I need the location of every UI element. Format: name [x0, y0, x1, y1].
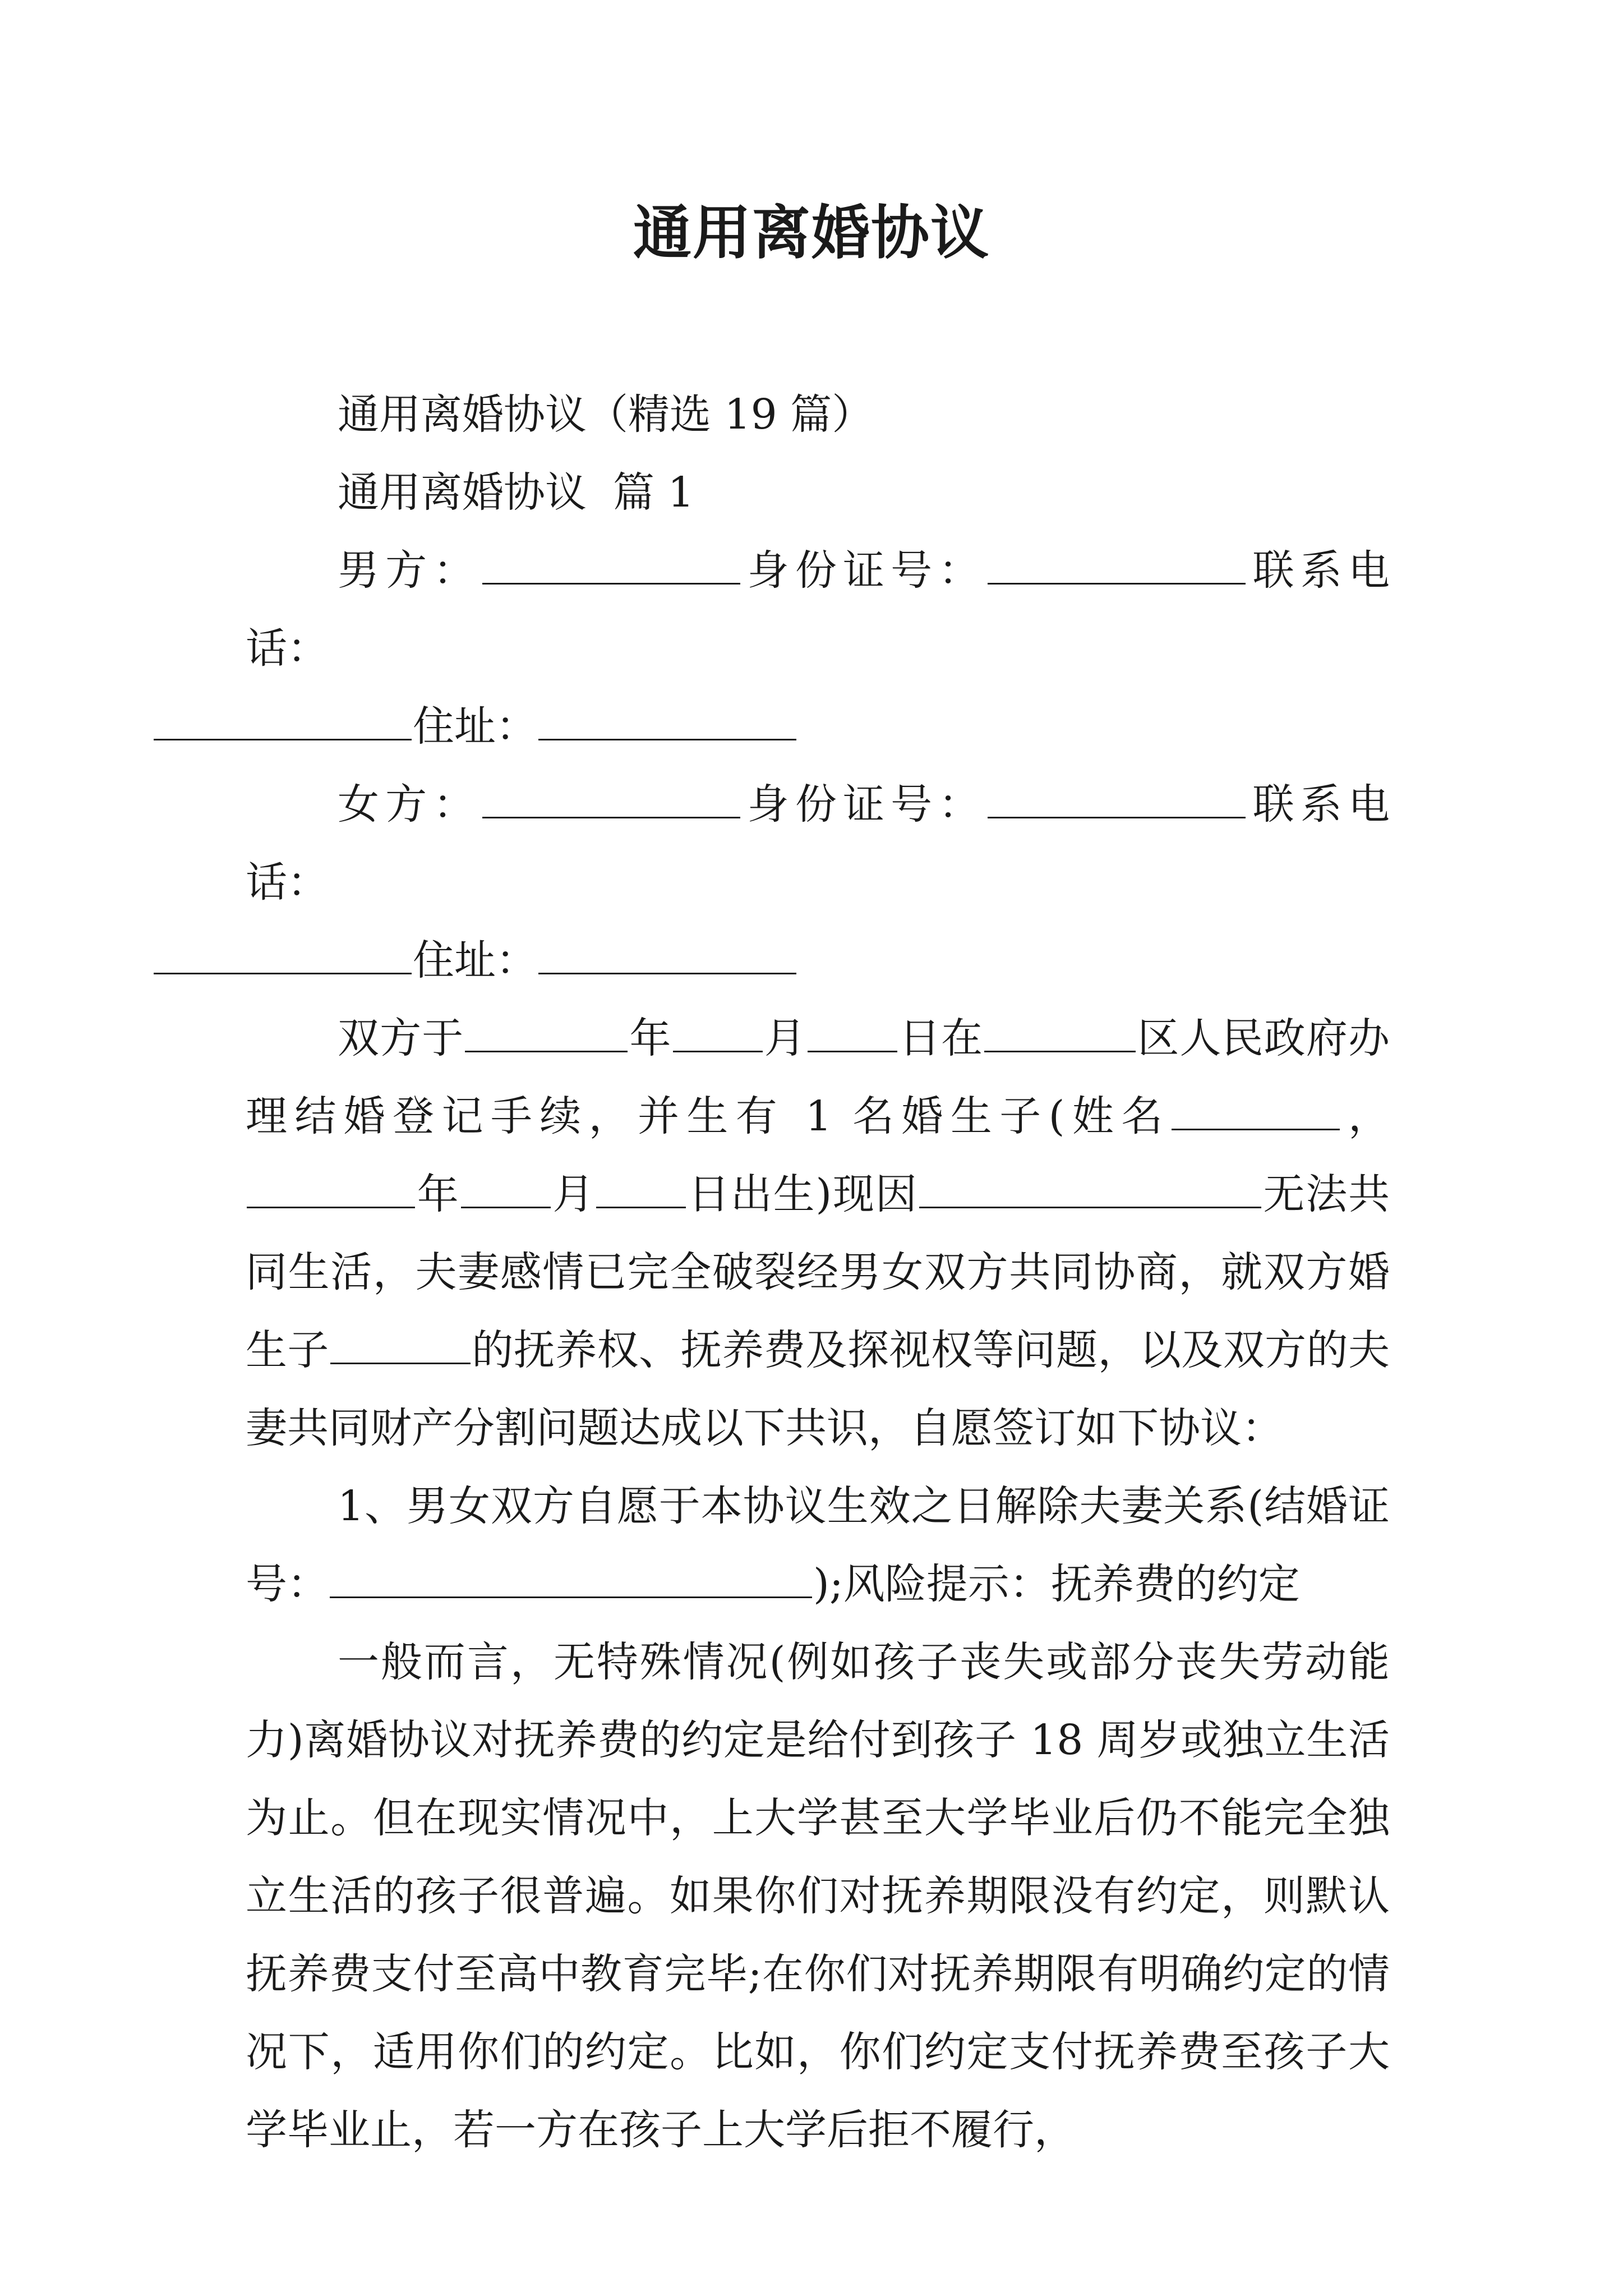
male-id-label: 身份证号：: [741, 546, 986, 595]
paragraph-marriage: [246, 1000, 1390, 1467]
male-address-label: 住址：: [413, 702, 537, 751]
female-address-blank: [538, 935, 796, 974]
subtitle-text: 通用离婚协议（精选 19 篇）: [338, 390, 874, 439]
paragraph-risk-note: [246, 1623, 1390, 2169]
section-heading-text: 通用离婚协议 篇 1: [338, 468, 694, 517]
marriage-district-blank: [984, 1013, 1136, 1052]
female-phone-blank: [154, 935, 412, 974]
birth-year-label: 年: [416, 1170, 460, 1218]
birth-day-label: 日出生)现因: [687, 1170, 918, 1218]
marriage-text-d: 的抚养权、抚养费及探视权等问题，以及双方的夫妻共同财产分割问题达成以下共识，自愿签订如下协议：: [246, 1326, 1390, 1452]
female-address-label: 住址：: [413, 936, 537, 984]
marriage-comma: ，: [1340, 1092, 1390, 1140]
female-name-blank: [482, 779, 740, 818]
reason-blank: [919, 1168, 1261, 1208]
marriage-day-blank: [808, 1013, 897, 1052]
child-blank: [330, 1324, 471, 1364]
marriage-text-a: 双方于: [338, 1014, 464, 1062]
marriage-text-c: 无法共同生活，夫妻感情已完全破裂经男女双方共同协商，就双方婚生子: [246, 1170, 1390, 1374]
clause1-text-a: 1、男女双方自愿于本协议生效之日解除夫妻关系(结婚证号：: [246, 1482, 1390, 1608]
male-phone-label: 联系电话：: [246, 546, 1390, 673]
marriage-day-label: 日在: [898, 1014, 984, 1062]
female-phone-label: 联系电话：: [246, 780, 1390, 907]
male-phone-blank: [154, 701, 412, 740]
marriage-text-b: 区人民政府办理结婚登记手续，并生有 1 名婚生子(姓名: [246, 1014, 1390, 1140]
male-id-blank: [988, 545, 1246, 585]
paragraph-subtitle: [246, 376, 1390, 454]
document-title: 通用离婚协议: [633, 198, 990, 267]
clause1-text-b: );风险提示：抚养费的约定: [813, 1560, 1300, 1608]
child-name-blank: [1172, 1091, 1340, 1130]
female-label: 女方：: [338, 780, 481, 829]
marriage-year-blank: [465, 1013, 628, 1052]
birth-month-label: 月: [551, 1170, 596, 1218]
paragraph-section-heading: [246, 454, 1390, 532]
marriage-month-blank: [673, 1013, 763, 1052]
document-body: [246, 376, 1390, 2169]
paragraph-male-info: [246, 532, 1390, 766]
paragraph-clause-1: [246, 1467, 1390, 1623]
female-id-blank: [988, 779, 1246, 818]
risk-note-text: 一般而言，无特殊情况(例如孩子丧失或部分丧失劳动能力)离婚协议对抚养费的约定是给付到孩子 18 周岁或独立生活为止。但在现实情况中，上大学甚至大学毕业后仍不能完全独立生活的孩子很普遍。如果你们对抚养期限没有约定，则默认抚养费支付至高中教育完毕;在你们对抚养期限有明确约定的情况下，适用你们的约定。比如，你们约定支付抚养费至孩子大学毕业止，若一方在孩子上大学后拒不履行，: [246, 1638, 1390, 2154]
male-label: 男方：: [338, 546, 481, 595]
certificate-number-blank: [330, 1558, 812, 1598]
birth-month-blank: [461, 1168, 551, 1208]
male-name-blank: [482, 545, 740, 585]
paragraph-female-info: [246, 766, 1390, 1000]
marriage-year-label: 年: [629, 1014, 672, 1062]
birth-year-blank: [247, 1168, 415, 1208]
male-address-blank: [538, 701, 796, 740]
female-id-label: 身份证号：: [741, 780, 986, 829]
marriage-month-label: 月: [763, 1014, 806, 1062]
birth-day-blank: [596, 1168, 686, 1208]
